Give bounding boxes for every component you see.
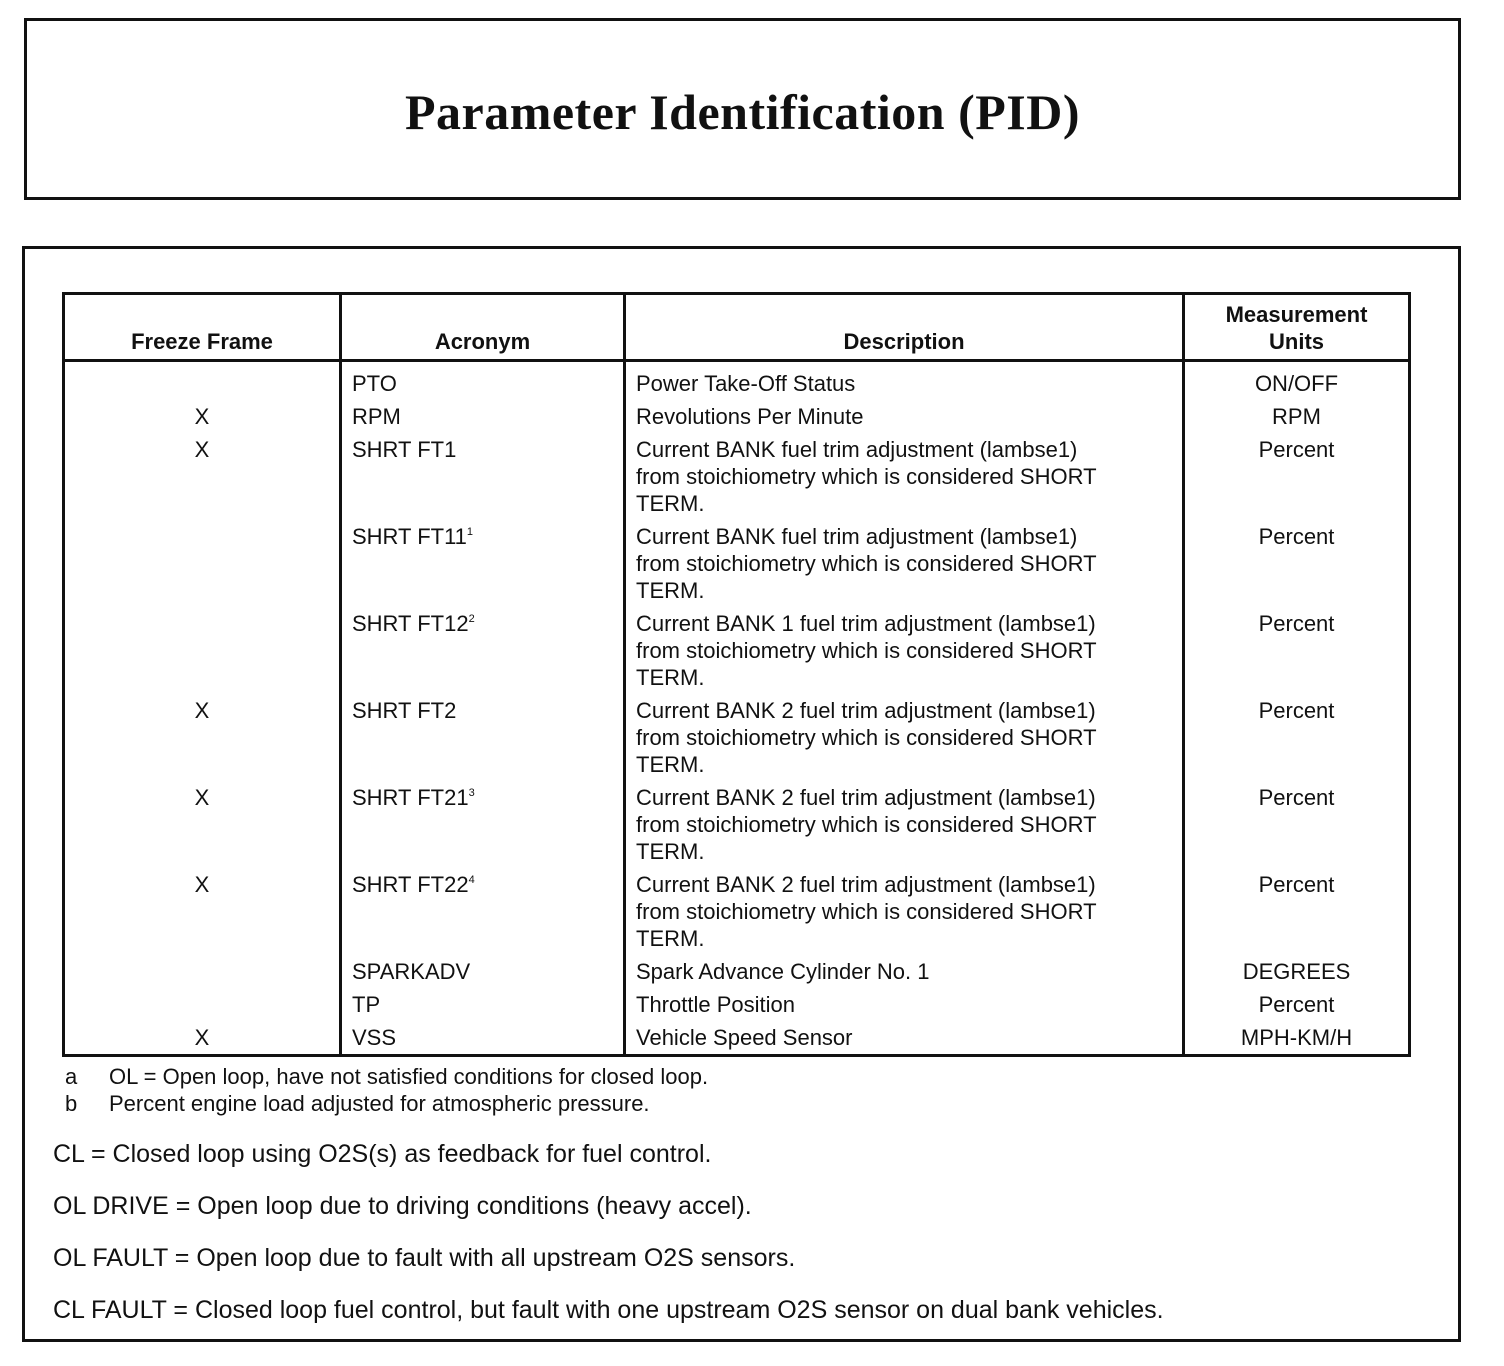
footnote-ref: 2 xyxy=(468,613,475,625)
footnote-text: OL = Open loop, have not satisfied conditions for closed loop. xyxy=(109,1064,709,1089)
units-cell: Percent xyxy=(1184,519,1410,606)
description-line: Current BANK 2 fuel trim adjustment (lambse1) xyxy=(636,785,1096,810)
description-line: Current BANK 2 fuel trim adjustment (lambse1) xyxy=(636,872,1096,897)
freeze-frame-cell: X xyxy=(64,1020,341,1056)
description-cell xyxy=(625,519,1184,606)
acronym-text: SHRT FT1 xyxy=(352,437,457,462)
description-line: Revolutions Per Minute xyxy=(636,404,864,429)
acronym-cell xyxy=(341,1020,625,1056)
acronym-text: SPARKADV xyxy=(352,959,471,984)
footnote-ref: 4 xyxy=(468,874,475,886)
definition-cl: CL = Closed loop using O2S(s) as feedback for fuel control. xyxy=(53,1140,712,1168)
description-line: Current BANK fuel trim adjustment (lambse1) xyxy=(636,524,1078,549)
description-line: Throttle Position xyxy=(636,992,795,1017)
freeze-frame-cell: X xyxy=(64,432,341,519)
description-line: Spark Advance Cylinder No. 1 xyxy=(636,959,930,984)
table-row xyxy=(64,780,1410,867)
description-line: from stoichiometry which is considered SHORT xyxy=(636,899,1097,924)
footnote-a xyxy=(65,1063,708,1090)
units-cell: Percent xyxy=(1184,693,1410,780)
description-cell xyxy=(625,987,1184,1020)
table-row xyxy=(64,867,1410,954)
freeze-frame-cell xyxy=(64,954,341,987)
acronym-text: SHRT FT12 xyxy=(352,611,469,636)
freeze-frame-cell: X xyxy=(64,867,341,954)
freeze-frame-cell xyxy=(64,519,341,606)
acronym-text: VSS xyxy=(352,1025,397,1050)
description-line: TERM. xyxy=(636,926,705,951)
description-cell xyxy=(625,693,1184,780)
footnote-letter: a xyxy=(65,1064,78,1089)
description-line: from stoichiometry which is considered SHORT xyxy=(636,464,1097,489)
footnotes xyxy=(65,1063,708,1117)
acronym-cell xyxy=(341,432,625,519)
description-line: Current BANK 1 fuel trim adjustment (lambse1) xyxy=(636,611,1096,636)
table-row xyxy=(64,987,1410,1020)
header-description: Description xyxy=(625,294,1184,361)
definition-ol-fault: OL FAULT = Open loop due to fault with all upstream O2S sensors. xyxy=(53,1244,796,1272)
header-measurement-units xyxy=(1184,294,1410,361)
description-line: from stoichiometry which is considered SHORT xyxy=(636,551,1097,576)
freeze-frame-cell: X xyxy=(64,693,341,780)
acronym-cell xyxy=(341,987,625,1020)
description-cell xyxy=(625,1020,1184,1056)
table-row xyxy=(64,1020,1410,1056)
footnote-ref: 3 xyxy=(468,787,475,799)
description-line: Current BANK 2 fuel trim adjustment (lambse1) xyxy=(636,698,1096,723)
description-cell xyxy=(625,867,1184,954)
table-row xyxy=(64,399,1410,432)
table-row xyxy=(64,954,1410,987)
acronym-text: SHRT FT11 xyxy=(352,524,467,549)
description-line: from stoichiometry which is considered SHORT xyxy=(636,725,1097,750)
definition-ol-drive: OL DRIVE = Open loop due to driving conditions (heavy accel). xyxy=(53,1192,752,1220)
description-line: Power Take-Off Status xyxy=(636,371,856,396)
acronym-cell xyxy=(341,867,625,954)
description-cell xyxy=(625,606,1184,693)
units-cell: Percent xyxy=(1184,432,1410,519)
table-row xyxy=(64,519,1410,606)
table-header-row xyxy=(64,294,1410,361)
footnote-letter: b xyxy=(65,1091,78,1116)
footnote-b xyxy=(65,1090,708,1117)
table-row xyxy=(64,432,1410,519)
description-line: TERM. xyxy=(636,665,705,690)
description-line: TERM. xyxy=(636,491,705,516)
description-line: TERM. xyxy=(636,752,705,777)
acronym-cell xyxy=(341,693,625,780)
definitions xyxy=(53,1139,1164,1347)
description-line: from stoichiometry which is considered SHORT xyxy=(636,638,1097,663)
description-line: TERM. xyxy=(636,578,705,603)
acronym-text: PTO xyxy=(352,371,397,396)
acronym-cell xyxy=(341,606,625,693)
acronym-text: TP xyxy=(352,992,381,1017)
units-cell: MPH-KM/H xyxy=(1184,1020,1410,1056)
description-cell xyxy=(625,780,1184,867)
description-cell xyxy=(625,954,1184,987)
pid-table xyxy=(62,292,1411,1057)
units-cell: DEGREES xyxy=(1184,954,1410,987)
page-title: Parameter Identification (PID) xyxy=(404,84,1080,140)
title-box xyxy=(24,18,1461,200)
header-units-line1: Measurement xyxy=(1225,302,1368,327)
header-freeze-frame: Freeze Frame xyxy=(64,294,341,361)
acronym-text: SHRT FT2 xyxy=(352,698,457,723)
table-row xyxy=(64,606,1410,693)
header-units-line2: Units xyxy=(1269,329,1324,354)
header-acronym: Acronym xyxy=(341,294,625,361)
description-cell xyxy=(625,432,1184,519)
acronym-cell xyxy=(341,780,625,867)
units-cell: Percent xyxy=(1184,867,1410,954)
units-cell: Percent xyxy=(1184,606,1410,693)
freeze-frame-cell xyxy=(64,361,341,400)
acronym-cell xyxy=(341,399,625,432)
units-cell: Percent xyxy=(1184,987,1410,1020)
freeze-frame-cell xyxy=(64,987,341,1020)
acronym-text: SHRT FT22 xyxy=(352,872,469,897)
units-cell: RPM xyxy=(1184,399,1410,432)
description-line: from stoichiometry which is considered SHORT xyxy=(636,812,1097,837)
freeze-frame-cell: X xyxy=(64,780,341,867)
footnote-ref: 1 xyxy=(466,526,474,538)
acronym-text: RPM xyxy=(352,404,401,429)
description-line: TERM. xyxy=(636,839,705,864)
freeze-frame-cell: X xyxy=(64,399,341,432)
units-cell: ON/OFF xyxy=(1184,361,1410,400)
description-cell xyxy=(625,361,1184,400)
acronym-cell xyxy=(341,361,625,400)
acronym-cell xyxy=(341,519,625,606)
acronym-cell xyxy=(341,954,625,987)
description-line: Vehicle Speed Sensor xyxy=(636,1025,853,1050)
table-row xyxy=(64,693,1410,780)
freeze-frame-cell xyxy=(64,606,341,693)
table-row xyxy=(64,361,1410,400)
footnote-text: Percent engine load adjusted for atmospheric pressure. xyxy=(109,1091,650,1116)
description-line: Current BANK fuel trim adjustment (lambse1) xyxy=(636,437,1078,462)
acronym-text: SHRT FT21 xyxy=(352,785,469,810)
description-cell xyxy=(625,399,1184,432)
definition-cl-fault: CL FAULT = Closed loop fuel control, but fault with one upstream O2S sensor on dual bank vehicles. xyxy=(53,1296,1164,1324)
units-cell: Percent xyxy=(1184,780,1410,867)
table-body xyxy=(64,361,1410,1056)
content-box xyxy=(22,246,1461,1342)
